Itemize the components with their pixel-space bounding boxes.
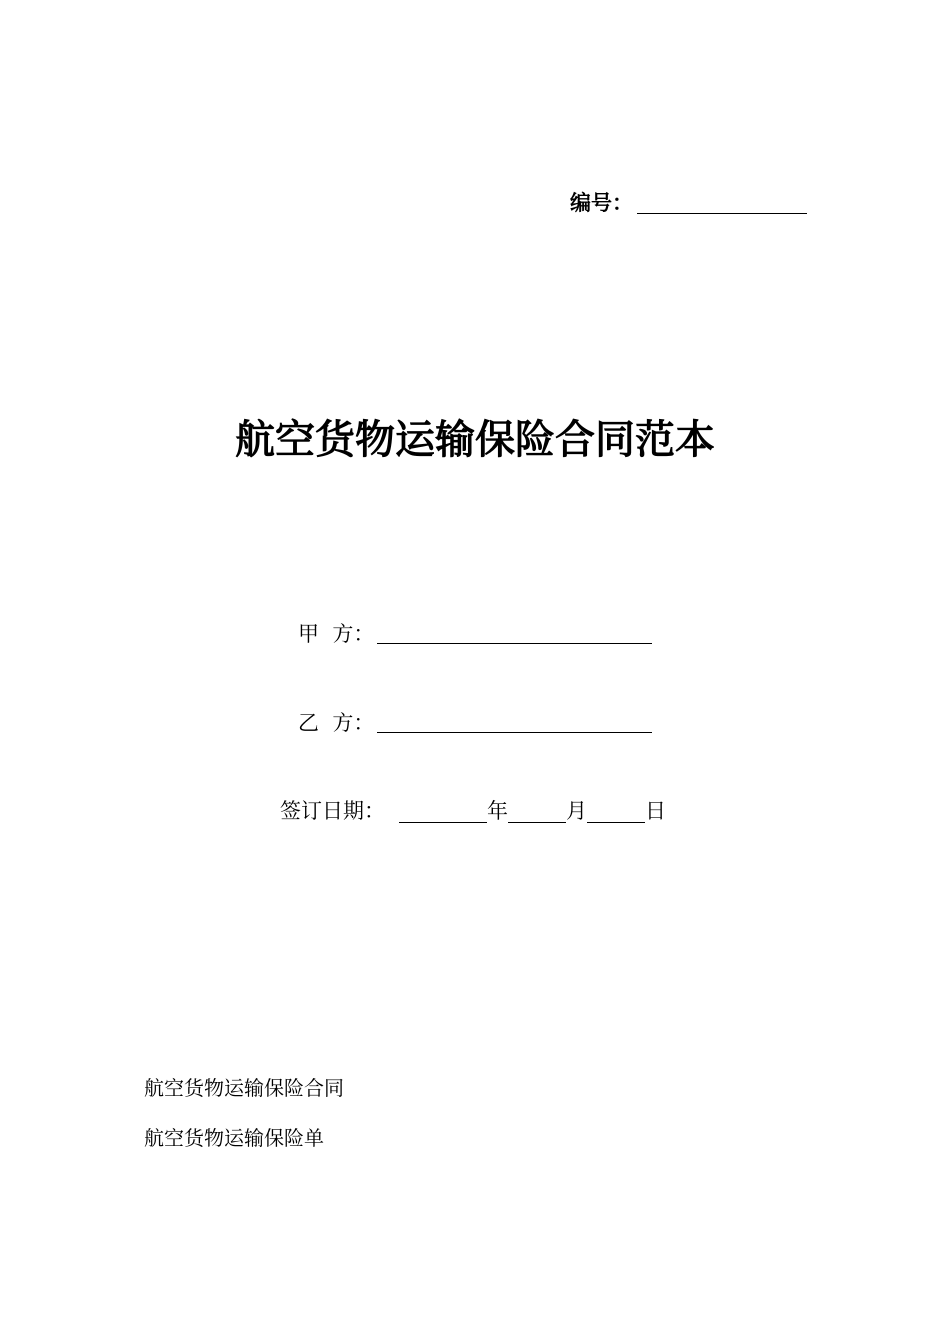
party-b-blank bbox=[377, 732, 652, 733]
signing-date-label: 签订日期： bbox=[280, 799, 385, 823]
footer-text-contract: 航空货物运输保险合同 bbox=[144, 1076, 344, 1100]
signing-date-row bbox=[280, 796, 666, 826]
page-title: 航空货物运输保险合同范本 bbox=[235, 417, 715, 463]
serial-number-label: 编号： bbox=[570, 191, 633, 215]
party-a-blank bbox=[377, 643, 652, 644]
footer-text-policy: 航空货物运输保险单 bbox=[144, 1126, 324, 1150]
party-b-label: 乙 方： bbox=[298, 711, 375, 735]
party-a-label: 甲 方： bbox=[298, 622, 375, 646]
day-blank bbox=[587, 798, 645, 823]
month-blank bbox=[508, 798, 566, 823]
year-label: 年 bbox=[487, 799, 508, 823]
year-blank bbox=[399, 798, 487, 823]
month-label: 月 bbox=[566, 799, 587, 823]
day-label: 日 bbox=[645, 799, 666, 823]
serial-number-blank bbox=[637, 213, 807, 214]
